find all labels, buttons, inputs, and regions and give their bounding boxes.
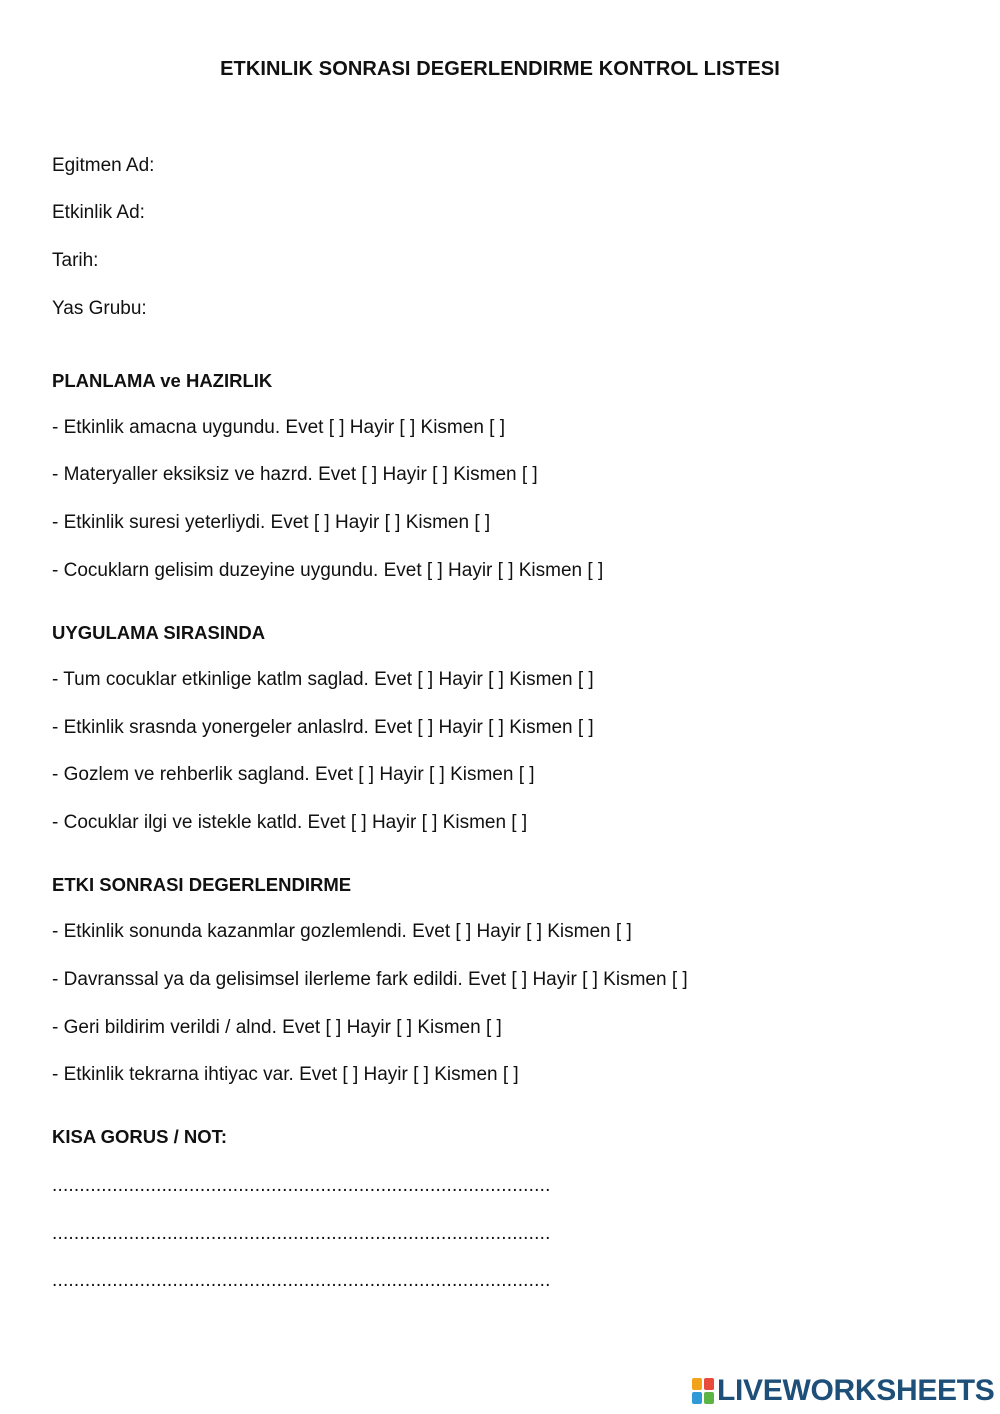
notes-line: ........................................................................................... xyxy=(52,1270,551,1291)
checklist-item: - Cocuklarn gelisim duzeyine uygundu. Evet [ ] Hayir [ ] Kismen [ ] xyxy=(52,560,604,581)
section-heading-evaluation: ETKI SONRASI DEGERLENDIRME xyxy=(52,874,352,895)
checklist-item: - Etkinlik tekrarna ihtiyac var. Evet [ ] Hayir [ ] Kismen [ ] xyxy=(52,1064,519,1085)
checklist-item: - Davranssal ya da gelisimsel ilerleme fark edildi. Evet [ ] Hayir [ ] Kismen [ ] xyxy=(52,969,688,990)
checklist-item: - Etkinlik amacna uygundu. Evet [ ] Hayir [ ] Kismen [ ] xyxy=(52,417,506,438)
checklist-item: - Geri bildirim verildi / alnd. Evet [ ] Hayir [ ] Kismen [ ] xyxy=(52,1017,502,1038)
trainer-name-field: Egitmen Ad: xyxy=(52,155,155,176)
page-title: ETKINLIK SONRASI DEGERLENDIRME KONTROL LISTESI xyxy=(220,58,780,80)
section-heading-implementation: UYGULAMA SIRASINDA xyxy=(52,622,266,643)
notes-heading: KISA GORUS / NOT: xyxy=(52,1126,228,1147)
liveworksheets-logo-icon xyxy=(692,1378,714,1404)
notes-line: ........................................................................................... xyxy=(52,1223,551,1244)
age-group-field: Yas Grubu: xyxy=(52,298,147,319)
notes-line: ........................................................................................... xyxy=(52,1175,551,1196)
section-heading-planning: PLANLAMA ve HAZIRLIK xyxy=(52,370,273,391)
checklist-item: - Tum cocuklar etkinlige katlm saglad. Evet [ ] Hayir [ ] Kismen [ ] xyxy=(52,669,594,690)
checklist-item: - Cocuklar ilgi ve istekle katld. Evet [ ] Hayir [ ] Kismen [ ] xyxy=(52,812,528,833)
liveworksheets-logo xyxy=(692,1374,995,1408)
checklist-item: - Materyaller eksiksiz ve hazrd. Evet [ ] Hayir [ ] Kismen [ ] xyxy=(52,464,538,485)
logo-text: LIVEWORKSHEETS xyxy=(717,1374,995,1407)
checklist-item: - Etkinlik sonunda kazanmlar gozlemlendi. Evet [ ] Hayir [ ] Kismen [ ] xyxy=(52,921,632,942)
checklist-item: - Gozlem ve rehberlik sagland. Evet [ ] Hayir [ ] Kismen [ ] xyxy=(52,764,535,785)
activity-name-field: Etkinlik Ad: xyxy=(52,202,145,223)
date-field: Tarih: xyxy=(52,250,99,271)
checklist-item: - Etkinlik suresi yeterliydi. Evet [ ] Hayir [ ] Kismen [ ] xyxy=(52,512,491,533)
checklist-item: - Etkinlik srasnda yonergeler anlaslrd. Evet [ ] Hayir [ ] Kismen [ ] xyxy=(52,717,594,738)
